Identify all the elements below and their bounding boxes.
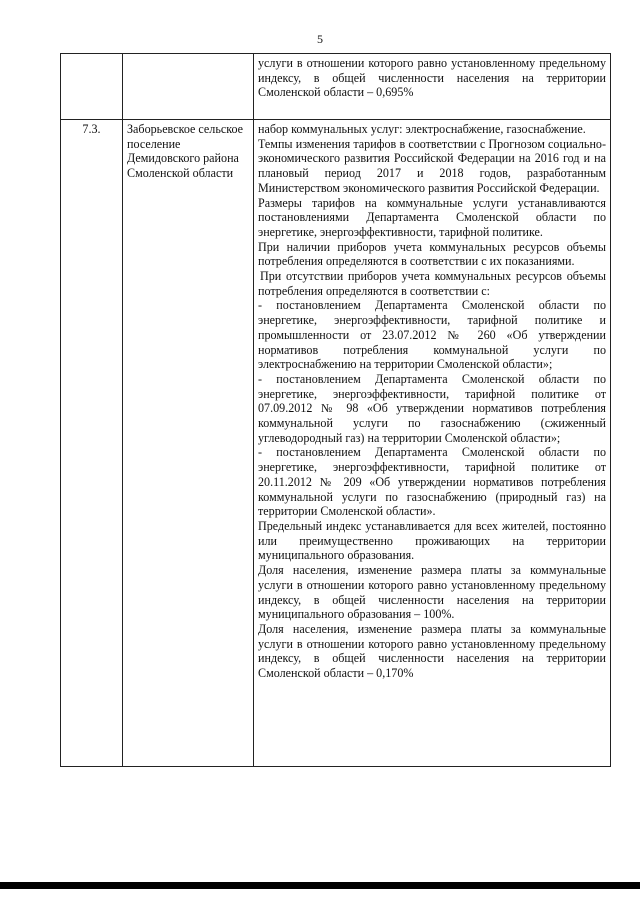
row-number-cell	[61, 54, 123, 120]
paragraph: При отсутствии приборов учета коммунальных ресурсов объемы потребления определяются в соответствии с:	[258, 269, 606, 298]
paragraph: Предельный индекс устанавливается для всех жителей, постоянно или преимущественно проживающих на территории муниципального образования.	[258, 518, 606, 563]
paragraph: Размеры тарифов на коммунальные услуги устанавливаются постановлениями Департамента Смоленской области по энергетике, энергоэффективности, тарифной политике.	[258, 195, 606, 239]
page-number: 5	[317, 32, 323, 46]
paragraph: Доля населения, изменение размера платы за коммунальные услуги в отношении которого равно установленному предельному индексу, в общей численности населения на территории Смоленской области – 0,170%	[258, 621, 606, 681]
tariff-table	[60, 53, 611, 767]
paragraph: - постановлением Департамента Смоленской области по энергетике, энергоэффективности, тарифной политике и промышленности от 23.07.2012 № 260 «Об утверждении нормативов потребления коммунальной услуги по электроснабжению на территории Смоленской области»;	[258, 298, 606, 372]
paragraph: При наличии приборов учета коммунальных ресурсов объемы потребления определяются в соответствии с их показаниями.	[258, 239, 606, 269]
paragraph: набор коммунальных услуг: электроснабжение, газоснабжение.	[258, 122, 586, 136]
row-number-cell: 7.3.	[61, 120, 123, 767]
table-row	[61, 54, 611, 120]
paragraph: услуги в отношении которого равно установленному предельному индексу, в общей численности населения на территории Смоленской области – 0,695%	[258, 56, 606, 100]
paragraph: - постановлением Департамента Смоленской области по энергетике, энергоэффективности, тарифной политике от 07.09.2012 № 98 «Об утверждении нормативов потребления коммунальной услуги по газоснабжению (сжиженный углеводородный газ) на территории Смоленской области»;	[258, 371, 606, 445]
paragraph: Темпы изменения тарифов в соответствии с Прогнозом социально-экономического развития Российской Федерации на 2016 год и на плановый период 2017 и 2018 годов, разработанным Министерством экономического развития Российской Федерации.	[258, 136, 606, 195]
paragraph: Доля населения, изменение размера платы за коммунальные услуги в отношении которого равно установленному предельному индексу, в общей численности населения на территории муниципального образования – 100%.	[258, 563, 606, 622]
table-row	[61, 120, 611, 767]
bottom-scan-bar	[0, 882, 640, 889]
region-cell	[123, 54, 254, 120]
description-cell	[254, 120, 611, 767]
region-cell: Заборьевское сельское поселение Демидовского района Смоленской области	[123, 120, 254, 767]
description-cell	[254, 54, 611, 120]
paragraph: - постановлением Департамента Смоленской области по энергетике, энергоэффективности, тарифной политике от 20.11.2012 № 209 «Об утверждении нормативов потребления коммунальной услуги по газоснабжению (природный газ) на территории Смоленской области».	[258, 445, 606, 519]
